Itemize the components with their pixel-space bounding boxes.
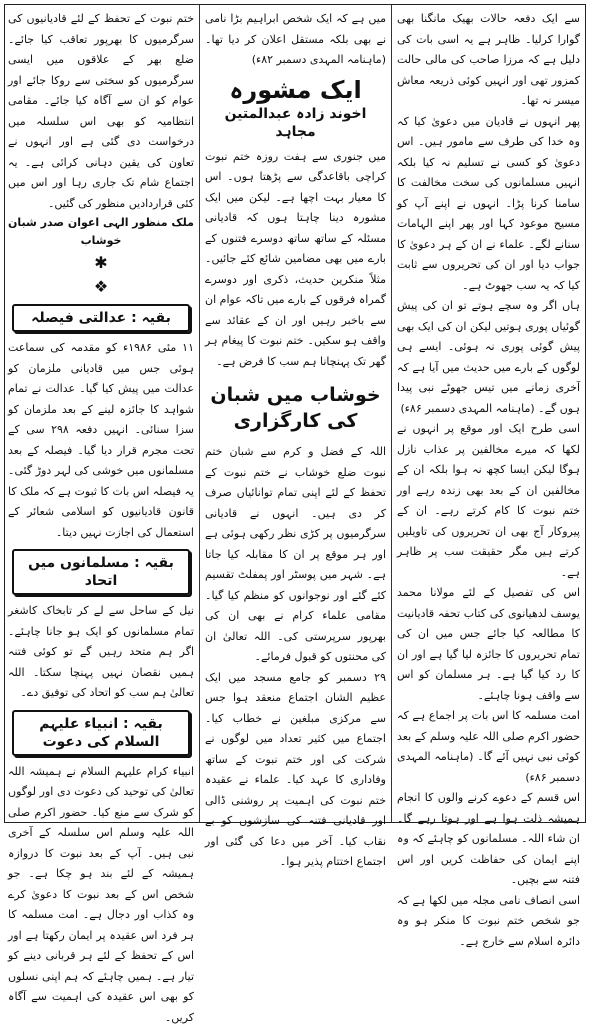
newspaper-page bbox=[4, 4, 586, 823]
paragraph: ۲۹ دسمبر کو جامع مسجد میں ایک عظیم الشان اجتماع منعقد ہوا جس سے مرکزی مبلغین نے خطاب کیا۔ اجتماع میں کثیر تعداد میں لوگوں نے شرکت کی اور ختم نبوت کے ساتھ وفاداری کا عہد کیا۔ علماء نے عقیدہ ختم نبوت کی اہمیت پر روشنی ڈالی اور قادیانی فتنہ کی سازشوں کو بے نقاب کیا۔ آخر میں دعا کی گئی اور اجتماع اختتام پذیر ہوا۔ bbox=[205, 668, 386, 873]
article-title: ایک مشورہ bbox=[205, 75, 386, 105]
paragraph: ختم نبوت کے تحفظ کے لئے قادیانیوں کی سرگرمیوں کا بھرپور تعاقب کیا جائے۔ ضلع بھر کے علاقوں میں ایسی سرگرمیوں کو سختی سے روکا جائے اور عوام کو ان سے آگاہ کیا جائے۔ مقامی انتظامیہ کو بھی اس سلسلہ میں درخواست دی گئی ہے اور انہوں نے تعاون کی یقین دہانی کرائی ہے۔ یہ اجتماع شام تک جاری رہا اور اس میں کئی قراردادیں منظور کی گئیں۔ bbox=[8, 9, 194, 214]
paragraph: انبیاء کرام علیہم السلام نے ہمیشہ اللہ تعالیٰ کی توحید کی دعوت دی اور لوگوں کو شرک سے منع کیا۔ حضور اکرم صلی اللہ علیہ وسلم اس سلسلہ کے آخری نبی ہیں۔ آپ کے بعد نبوت کا دروازہ ہمیشہ کے لئے بند ہو چکا ہے۔ جو شخص اس کے بعد نبوت کا دعویٰ کرے وہ کذاب اور دجال ہے۔ امت مسلمہ کا ہر فرد اس عقیدہ پر ایمان رکھتا ہے اور اس کے تحفظ کے لئے ہر قربانی دینے کو تیار ہے۔ ہمیں چاہئے کہ ہم اپنی نسلوں کو بھی اس عقیدہ کی اہمیت سے آگاہ کریں۔ bbox=[8, 762, 194, 1028]
paragraph: نیل کے ساحل سے لے کر تابخاک کاشغر تمام مسلمانوں کو ایک ہو جانا چاہئے۔ اگر ہم متحد رہیں گے تو کوئی فتنہ ہمیں نقصان نہیں پہنچا سکتا۔ اللہ تعالیٰ ہم سب کو اتحاد کی توفیق دے۔ bbox=[8, 601, 194, 704]
section-heading-box: بقیہ : انبیاء علیہم السلام کی دعوت bbox=[12, 710, 190, 756]
article-byline: اخوند زادہ عبدالمتین مجاہد bbox=[205, 105, 386, 141]
column-middle bbox=[199, 5, 391, 822]
paragraph: اسی انصاف نامی مجلہ میں لکھا ہے کہ جو شخص ختم نبوت کا منکر ہو وہ دائرہ اسلام سے خارج ہے۔ bbox=[397, 891, 580, 953]
asterisk-ornament-icon: ✱ bbox=[8, 252, 194, 274]
column-left bbox=[3, 5, 199, 822]
diamond-ornament-icon: ❖ bbox=[8, 276, 194, 298]
paragraph: اس قسم کے دعوے کرنے والوں کا انجام ہمیشہ ذلت ہوا ہے اور ہوتا رہے گا۔ ان شاء اللہ۔ مسلمانوں کو چاہئے کہ وہ اپنے ایمان کی حفاظت کریں اور اس فتنہ سے بچیں۔ bbox=[397, 788, 580, 891]
paragraph: ۱۱ مئی ۱۹۸۶ء کو مقدمہ کی سماعت ہوئی جس میں قادیانی ملزمان کو عدالت میں پیش کیا گیا۔ عدالت نے تمام شواہد کا جائزہ لینے کے بعد ملزمان کو سزا سنائی۔ انہیں دفعہ ۲۹۸ سی کے تحت مجرم قرار دیا گیا۔ فیصلہ کے بعد مسلمانوں میں خوشی کی لہر دوڑ گئی۔ یہ فیصلہ اس بات کا ثبوت ہے کہ ملک کا قانون قادیانیوں کو اسلامی شعائر کے استعمال کی اجازت نہیں دیتا۔ bbox=[8, 338, 194, 543]
section-heading-box: بقیہ : عدالتی فیصلہ bbox=[12, 304, 190, 332]
paragraph: اللہ کے فضل و کرم سے شبان ختم نبوت ضلع خوشاب نے ختم نبوت کے تحفظ کے لئے اپنی تمام توانائیاں صرف کر دی ہیں۔ انہوں نے قادیانی سرگرمیوں پر کڑی نظر رکھی ہوئی ہے اور ہر موقع پر ان کا مقابلہ کیا جاتا ہے۔ شہر میں پوسٹر اور پمفلٹ تقسیم کئے گئے اور نوجوانوں کو منظم کیا گیا۔ مقامی علماء کرام نے بھی ان کی بھرپور سرپرستی کی۔ اللہ تعالیٰ ان کی محنتوں کو قبول فرمائے۔ bbox=[205, 442, 386, 668]
signoff: ملک منظور الہی اعوان صدر شبان خوشاب bbox=[8, 214, 194, 250]
paragraph: اس کی تفصیل کے لئے مولانا محمد یوسف لدھیانوی کی کتاب تحفہ قادیانیت کا مطالعہ کیا جائے جس میں ان کی تمام تحریروں کا جائزہ لیا گیا ہے اور ان کا رد کیا گیا ہے۔ ہر مسلمان کو اس سے واقف ہونا چاہئے۔ bbox=[397, 583, 580, 706]
paragraph: میں جنوری سے ہفت روزہ ختم نبوت کراچی باقاعدگی سے پڑھتا ہوں۔ اس کا معیار بہت اچھا ہے۔ لیکن میں ایک مشورہ دینا چاہتا ہوں کہ قادیانی مسئلہ کے ساتھ ساتھ دوسرے فتنوں کے بارے میں بھی مضامین شائع کئے جائیں۔ مثلاً منکرین حدیث، ذکری اور دوسرے گمراہ فرقوں کے بارے میں تاکہ عوام ان سے باخبر رہیں اور ان کے عقائد سے واقف ہو سکیں۔ ختم نبوت کا پیغام ہر گھر تک پہنچانا ہم سب کا فرض ہے۔ bbox=[205, 147, 386, 373]
paragraph: میں ہے کہ ایک شخص ابراہیم بڑا نامی نے بھی بلکہ مستقل اعلان کر دیا تھا۔ (ماہنامہ المہدی دسمبر ۸۲ء) bbox=[205, 9, 386, 71]
paragraph: سے ایک دفعہ حالات بھیک مانگنا بھی گوارا کرلیا۔ ظاہر ہے یہ اسی بات کی دلیل ہے کہ مرزا صاحب کی مالی حالت کمزور تھی اور انہیں کوئی ذریعہ معاش میسر نہ تھا۔ bbox=[397, 9, 580, 112]
paragraph: امت مسلمہ کا اس بات پر اجماع ہے کہ حضور اکرم صلی اللہ علیہ وسلم کے بعد کوئی نبی نہیں آئے گا۔ (ماہنامہ المہدی دسمبر ۸۶ء) bbox=[397, 706, 580, 788]
paragraph: اسی طرح ایک اور موقع پر انہوں نے لکھا کہ میرے مخالفین پر عذاب نازل ہوگا لیکن ایسا کچھ نہ ہوا بلکہ ان کے مخالفین ان کے بعد بھی زندہ رہے اور ختم نبوت کا کام کرتے رہے۔ ان کے پیروکار آج بھی ان تحریروں کی تاویلیں کرتے ہیں مگر حقیقت سب پر ظاہر ہے۔ bbox=[397, 419, 580, 583]
headline: خوشاب میں شبان کی کارگزاری bbox=[205, 380, 386, 436]
section-heading-box: بقیہ : مسلمانوں میں اتحاد bbox=[12, 549, 190, 595]
column-right bbox=[391, 5, 585, 822]
paragraph: ہاں اگر وہ سچے ہوتے تو ان کی پیش گوئیاں پوری ہوتیں لیکن ان کی ایک بھی پیش گوئی پوری نہ ہوئی۔ ایسے ہی لوگوں کے بارے میں حدیث میں آیا ہے کہ آخری زمانے میں تیس جھوٹے نبی پیدا ہوں گے۔ (ماہنامہ المہدی دسمبر ۸۶ء) bbox=[397, 296, 580, 419]
paragraph: پھر انہوں نے قادیان میں دعویٰ کیا کہ وہ خدا کی طرف سے مامور ہیں۔ اس دعویٰ کو کسی نے تسلیم نہ کیا بلکہ انہیں مسلمانوں کی سخت مخالفت کا سامنا کرنا پڑا۔ انہوں نے اپنے آپ کو مسیح موعود کہا اور پھر اپنے الہامات سنانے لگے۔ علماء نے ان کے ہر دعویٰ کا جواب دیا اور ان کی تحریروں سے ثابت کیا کہ یہ سب جھوٹ ہے۔ bbox=[397, 112, 580, 297]
